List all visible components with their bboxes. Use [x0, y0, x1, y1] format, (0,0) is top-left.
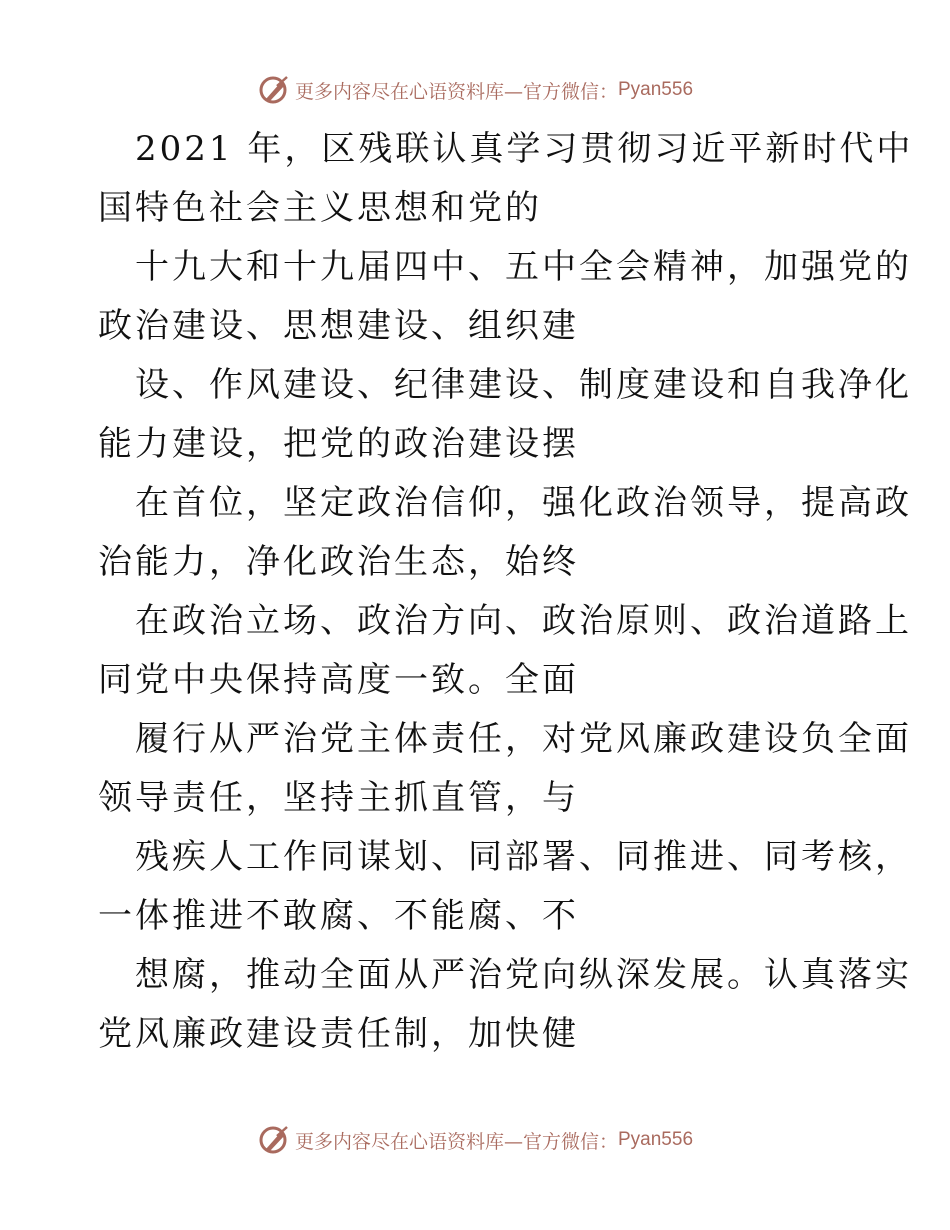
- text-line: 能力建设，把党的政治建设摆: [98, 424, 579, 464]
- watermark-text: 更多内容尽在心语资料库—官方微信：: [294, 1130, 618, 1153]
- text-line: 想腐，推动全面从严治党向纵深发展。认真落实: [135, 955, 912, 995]
- text-line: 设、作风建设、纪律建设、制度建设和自我净化: [135, 365, 912, 405]
- text-line: 在政治立场、政治方向、政治原则、政治道路上: [135, 601, 912, 641]
- text-line: 2021 年，区残联认真学习贯彻习近平新时代中: [135, 129, 914, 169]
- watermark-text: 更多内容尽在心语资料库—官方微信：: [294, 80, 618, 103]
- watermark-wechat-id: Pyan556: [618, 1129, 694, 1150]
- text-line: 政治建设、思想建设、组织建: [98, 306, 579, 346]
- paragraph: [98, 120, 914, 1064]
- text-line: 领导责任，坚持主抓直管，与: [98, 778, 579, 818]
- watermark-header: [0, 72, 950, 108]
- watermark-wechat-id: Pyan556: [618, 79, 694, 100]
- text-line: 国特色社会主义思想和党的: [98, 188, 542, 228]
- pen-in-circle-logo-icon: [257, 73, 291, 107]
- text-line: 党风廉政建设责任制，加快健: [98, 1014, 579, 1054]
- text-line: 在首位，坚定政治信仰，强化政治领导，提高政: [135, 483, 912, 523]
- text-line: 十九大和十九届四中、五中全会精神，加强党的: [135, 247, 912, 287]
- document-body: [98, 120, 914, 1064]
- text-line: 同党中央保持高度一致。全面: [98, 660, 579, 700]
- text-line: 治能力，净化政治生态，始终: [98, 542, 579, 582]
- pen-in-circle-logo-icon: [257, 1123, 291, 1157]
- text-line: 履行从严治党主体责任，对党风廉政建设负全面: [135, 719, 912, 759]
- text-line: 一体推进不敢腐、不能腐、不: [98, 896, 579, 936]
- watermark-footer: [0, 1122, 950, 1158]
- text-line: 残疾人工作同谋划、同部署、同推进、同考核，: [135, 837, 912, 877]
